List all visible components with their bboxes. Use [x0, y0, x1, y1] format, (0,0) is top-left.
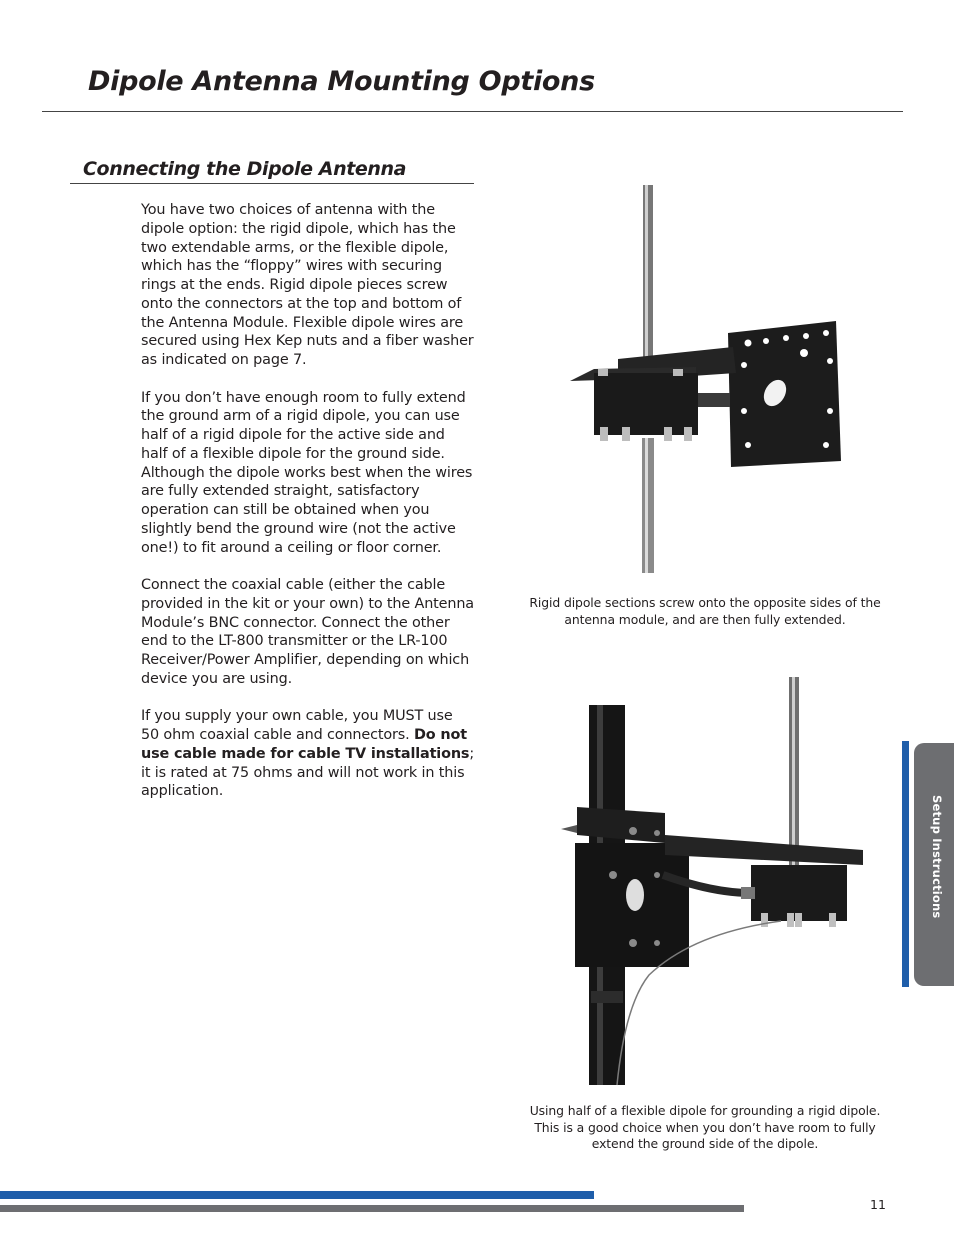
- paragraph-antenna-choices: You have two choices of antenna with the dipole option: the rigid dipole, which has the two extendable arms, or the flexible dipole, which has the “floppy” wires with securing rings at the ends. Rigid dipole pieces screw onto the connectors at the top and bottom of the Antenna Module. Flexible dipole wires are secured using Hex Kep nuts and a fiber washer as indicated on page 7.: [141, 202, 474, 368]
- rigid-dipole-photo: [568, 183, 844, 575]
- page-title: Dipole Antenna Mounting Options: [88, 66, 595, 97]
- section-tab: [902, 741, 954, 987]
- paragraph-ground-arm: If you don’t have enough room to fully extend the ground arm of a rigid dipole, you can use half of a rigid dipole for the active side and half of a flexible dipole for the ground side. Although the dipole works best when the wires are fully extended straight, satisfactory operation can still be obtained when you slightly bend the ground wire (not the active one!) to fit around a ceiling or floor corner.: [141, 389, 473, 556]
- section-divider: [70, 183, 474, 184]
- footer-gray-bar: [0, 1205, 744, 1212]
- figure-caption: Rigid dipole sections screw onto the opposite sides of the antenna module, and are then fully extended.: [529, 595, 881, 627]
- figure-caption: Using half of a flexible dipole for grounding a rigid dipole. This is a good choice when you don’t have room to fully extend the ground side of the dipole.: [529, 1103, 881, 1151]
- body-text: [141, 201, 475, 820]
- tab-accent-bar: [902, 741, 909, 987]
- title-divider: [42, 111, 903, 112]
- warning-bold: Do not use cable made for cable TV installations: [141, 727, 470, 762]
- paragraph-coaxial-cable: Connect the coaxial cable (either the cable provided in the kit or your own) to the Antenna Module’s BNC connector. Connect the other end to the LT-800 transmitter or the LR-100 Receiver/Power Amplifier, depending on which device you are using.: [141, 577, 474, 687]
- flexible-dipole-photo: [553, 675, 869, 1090]
- section-heading: Connecting the Dipole Antenna: [83, 158, 407, 180]
- tab-label: Setup Instructions: [930, 795, 944, 919]
- footer-blue-bar: [0, 1191, 594, 1199]
- warning-intro: If you supply your own cable, you MUST use 50 ohm coaxial cable and connectors.: [141, 708, 453, 743]
- page-number: 11: [870, 1197, 886, 1212]
- warning-rest: ; it is rated at 75 ohms and will not work in this application.: [141, 745, 475, 800]
- paragraph-cable-warning: [141, 707, 475, 801]
